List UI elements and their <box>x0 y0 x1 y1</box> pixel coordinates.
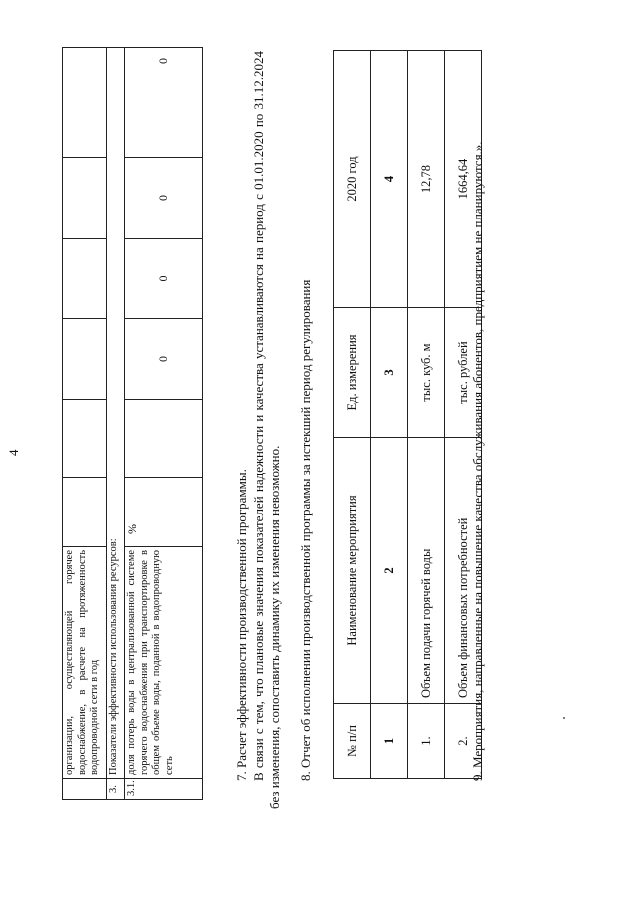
index-cell: 4 <box>371 51 408 308</box>
row-number: 1. <box>408 704 445 779</box>
report-table <box>333 50 482 779</box>
indicator-text: организации, осуществляющей горячее водоснабжение, в расчете на протяженность водопроводной сети в год <box>63 547 107 779</box>
header-cell: Наименование мероприятия <box>334 438 371 704</box>
table-row <box>107 48 125 800</box>
index-cell: 2 <box>371 438 408 704</box>
table-index-row <box>371 51 408 779</box>
section7-heading: 7. Расчет эффективности производственной программы. <box>234 469 249 781</box>
row-number: 3.1. <box>125 779 203 800</box>
unit-cell: % <box>125 478 203 547</box>
value-cell: 0 <box>125 158 203 239</box>
num-cell <box>63 779 107 800</box>
section9-text: 9. Мероприятия, направленные на повышение качества обслуживания абонентов, предприятием не планируются.». <box>470 141 485 781</box>
indicators-table <box>62 47 203 800</box>
header-cell: 2020 год <box>334 51 371 308</box>
table-row <box>63 48 107 800</box>
indicator-text: доля потерь воды в централизованной системе горячего водоснабжения при транспортировке в общем объеме воды, поданной в водопроводную сеть <box>125 547 203 779</box>
value-cell: 0 <box>125 239 203 319</box>
table-header-row <box>334 51 371 779</box>
value-cell: 12,78 <box>408 51 445 308</box>
section8-heading: 8. Отчет об исполнении производственной программы за истекший период регулирования <box>298 279 313 781</box>
table-row <box>408 51 445 779</box>
speck <box>563 717 565 719</box>
value-cell: 0 <box>125 48 203 158</box>
activity-name: Объем финансовых потребностей <box>445 438 482 704</box>
row-number: 2. <box>445 704 482 779</box>
unit-cell: тыс. рублей <box>445 308 482 438</box>
header-cell: Ед. измерения <box>334 308 371 438</box>
section-number: 3. <box>107 779 125 800</box>
index-cell: 1 <box>371 704 408 779</box>
section7-body: В связи с тем, что плановые значения показателей надежности и качества устанавливаются на период с 01.01.2020 по 31.12.2024 без изменения, сопоставить динамику их изменения невозможно. <box>251 51 282 809</box>
value-cell: 1664,64 <box>445 51 482 308</box>
table-row <box>125 48 203 800</box>
header-cell: № п/п <box>334 704 371 779</box>
page-number: 4 <box>6 449 21 456</box>
index-cell: 3 <box>371 308 408 438</box>
section-label: Показатели эффективности использования ресурсов: <box>107 48 125 779</box>
activity-name: Объем подачи горячей воды <box>408 438 445 704</box>
unit-cell: тыс. куб. м <box>408 308 445 438</box>
value-cell: 0 <box>125 319 203 400</box>
